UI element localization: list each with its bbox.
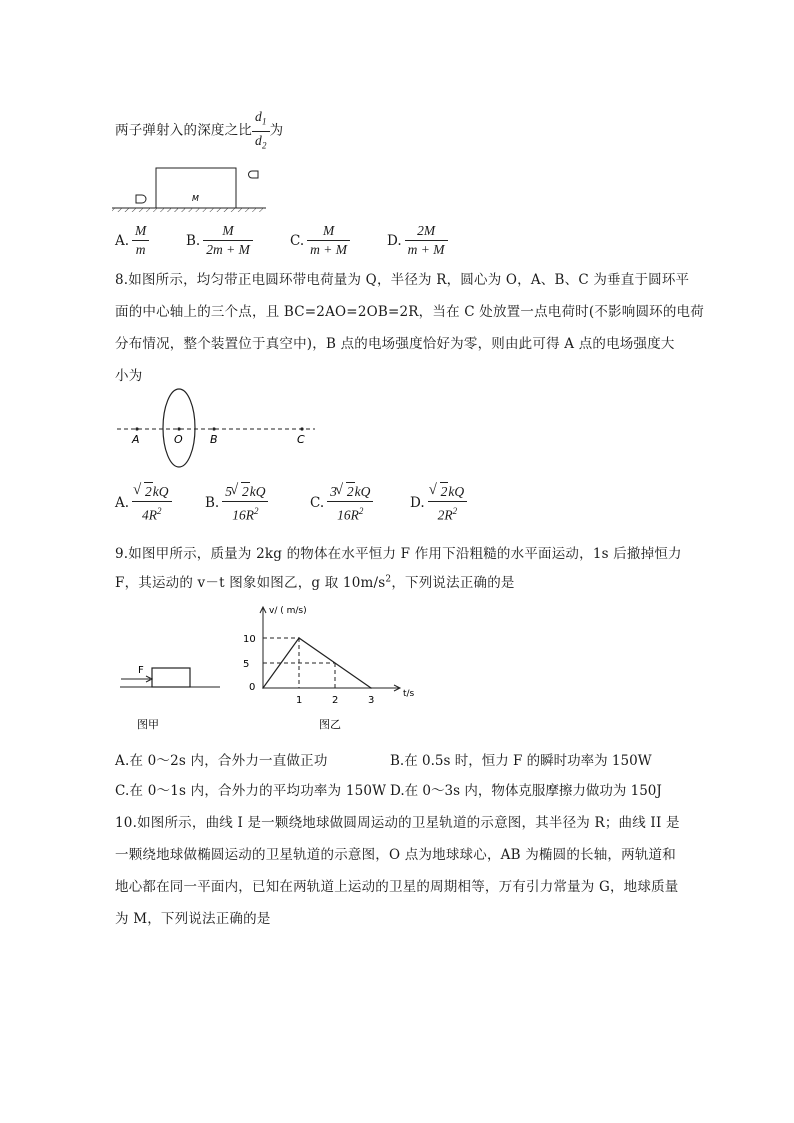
y-tick-label-10: 10 <box>243 634 256 645</box>
q9-option-b[interactable]: B.在 0.5s 时，恒力 F 的瞬时功率为 150W <box>390 753 652 769</box>
q9-option-a[interactable]: A.在 0～2s 内，合外力一直做正功 <box>115 753 328 769</box>
q7-stem <box>115 108 283 154</box>
y-axis-label: v/ ( m/s) <box>269 606 307 616</box>
point-c-label: C <box>297 433 305 446</box>
q9-vt-chart <box>235 600 435 740</box>
q8-option-c[interactable]: C. $\frac{3√ 2kQ}{16R^2}$ <box>310 482 373 525</box>
q9-line-2: F，其运动的 v－t 图象如图乙，g 取 $10m/s^2$，下列说法正确的是 <box>115 574 515 591</box>
force-label: F <box>138 665 144 676</box>
q8-line-2: 面的中心轴上的三个点，且 BC=2AO=2OB=2R，当在 C 处放置一点电荷时(不影响圆环的电荷 <box>115 304 704 320</box>
vt-point-1 <box>298 637 300 639</box>
q10-line-3: 地心都在同一平面内，已知在两轨道上运动的卫星的周期相等，万有引力常量为 G，地球质量 <box>115 879 679 895</box>
bullet-right <box>249 171 259 178</box>
q10-line-4: 为 M，下列说法正确的是 <box>115 911 271 927</box>
ground-hatch <box>112 208 266 212</box>
q7-text-suffix: 为 <box>269 122 284 139</box>
q7-option-d[interactable]: D. $\frac{2M}{m + M}$ <box>387 222 448 259</box>
q8-ring-figure <box>115 385 320 470</box>
q7-block-figure <box>110 163 270 215</box>
origin-label: 0 <box>249 682 256 693</box>
point-o-label: O <box>174 433 183 446</box>
fig-yi-caption: 图乙 <box>319 718 341 731</box>
fig-jia-caption: 图甲 <box>137 718 159 731</box>
q10-line-1: 10.如图所示，曲线 I 是一颗绕地球做圆周运动的卫星轨道的示意图，其半径为 R；曲线 II 是 <box>115 815 680 831</box>
q8-line-1: 8.如图所示，均匀带正电圆环带电荷量为 Q，半径为 R，圆心为 O，A、B、C 为垂直于圆环平 <box>115 272 690 288</box>
block-M-label: M <box>192 194 199 203</box>
x-tick-label-2: 2 <box>332 695 339 706</box>
point-b-dot <box>212 427 215 430</box>
point-o-dot <box>177 427 180 430</box>
q7-text-prefix: 两子弹射入的深度之比 <box>115 122 252 139</box>
q9-option-c[interactable]: C.在 0～1s 内，合外力的平均功率为 150W <box>115 783 387 799</box>
y-tick-label-5: 5 <box>243 659 250 670</box>
q8-option-d[interactable]: D. √ $\frac{2kQ}{2R^2}$ <box>410 482 467 525</box>
q8-option-b[interactable]: B. $\frac{5√ 2kQ}{16R^2}$ <box>205 482 268 525</box>
block <box>152 668 190 687</box>
q7-option-c[interactable]: C. $\frac{M}{m + M}$ <box>290 222 350 259</box>
q8-line-3: 分布情况，整个装置位于真空中)，B 点的电场强度恰好为零，则由此可得 A 点的电场强度大 <box>115 336 675 352</box>
point-a-label: A <box>132 433 140 446</box>
bullet-left <box>136 195 146 203</box>
q9-line-1: 9.如图甲所示，质量为 2kg 的物体在水平恒力 F 作用下沿粗糙的水平面运动，1s 后撤掉恒力 <box>115 546 682 562</box>
x-axis-label: t/s <box>403 689 415 699</box>
q7-option-b[interactable]: B. $\frac{M}{2m + M}$ <box>186 222 253 259</box>
q8-option-a[interactable]: A. √ $\frac{2kQ}{4R^2}$ <box>115 482 172 525</box>
point-b-label: B <box>210 433 218 446</box>
q10-line-2: 一颗绕地球做椭圆运动的卫星轨道的示意图，O 点为地球球心，AB 为椭圆的长轴，两轨道和 <box>115 847 676 863</box>
x-tick-label-1: 1 <box>296 695 303 706</box>
q7-option-a[interactable]: A. $\frac{M}{m}$ <box>115 222 149 259</box>
q9-fig-jia <box>115 655 225 735</box>
q9-option-d[interactable]: D.在 0～3s 内，物体克服摩擦力做功为 150J <box>390 783 662 799</box>
vt-point-0 <box>262 687 264 689</box>
q7-ratio-fraction: $\frac{d_1}{d_2}$ <box>252 108 270 154</box>
q8-line-4: 小为 <box>115 368 143 384</box>
x-tick-label-3: 3 <box>368 695 375 706</box>
point-c-dot <box>300 427 303 430</box>
point-a-dot <box>135 427 138 430</box>
vt-point-2 <box>370 687 372 689</box>
